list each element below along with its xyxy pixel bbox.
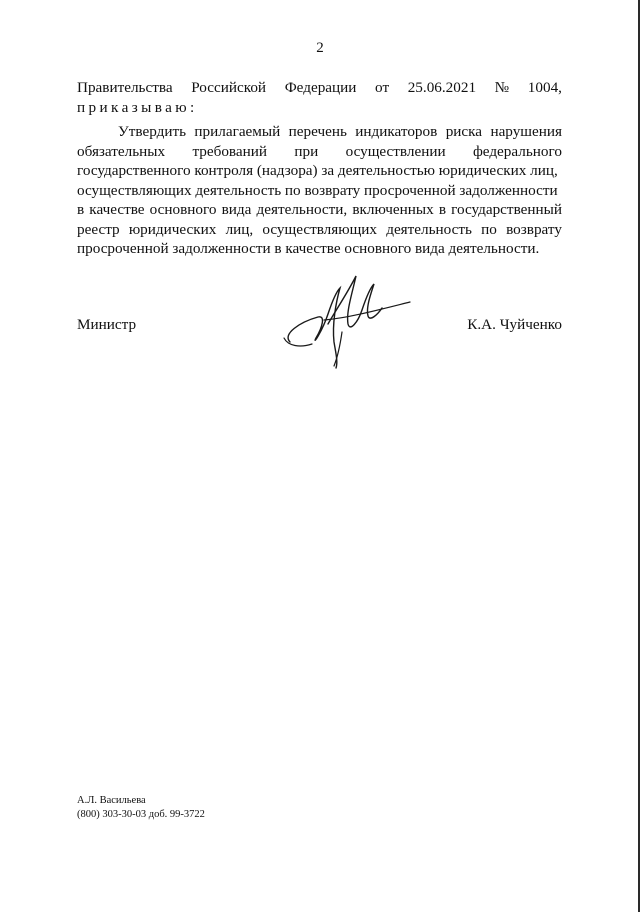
main-word: государственный xyxy=(451,201,562,218)
signer-name: К.А. Чуйченко xyxy=(467,316,562,333)
main-line-7: просроченной задолженности в качестве основного вида деятельности. xyxy=(77,240,540,257)
main-line-3: государственного контроля (надзора) за деятельностью юридических лиц, xyxy=(77,162,558,179)
main-word: по xyxy=(481,220,497,238)
main-word: включенных xyxy=(352,201,434,218)
signature-block xyxy=(77,316,562,340)
main-line-5 xyxy=(77,200,562,220)
position-title: Министр xyxy=(77,316,137,333)
main-word: риска xyxy=(445,123,483,140)
main-line-1 xyxy=(77,122,562,142)
main-word: качестве xyxy=(89,201,145,218)
main-word: юридических xyxy=(128,220,217,238)
intro-word: Федерации xyxy=(284,79,357,96)
intro-word: Российской xyxy=(191,79,267,96)
main-word: в xyxy=(77,201,85,218)
main-word: прилагаемый xyxy=(194,123,281,140)
main-word: возврату xyxy=(506,220,562,238)
main-word: Утвердить xyxy=(118,123,187,140)
main-word: реестр xyxy=(77,220,120,238)
main-word: федерального xyxy=(472,142,562,160)
intro-word: № xyxy=(494,79,510,96)
main-word: осуществляющих xyxy=(262,220,378,238)
intro-word: 25.06.2021 xyxy=(407,79,477,96)
intro-word: Правительства xyxy=(77,79,173,96)
executor-phone: (800) 303-30-03 доб. 99-3722 xyxy=(77,808,205,820)
main-word: требований xyxy=(192,142,268,160)
executor-footer xyxy=(77,794,205,821)
executor-name: А.Л. Васильева xyxy=(77,795,146,806)
paragraph-intro xyxy=(77,78,562,117)
main-line-4: осуществляющих деятельность по возврату просроченной задолженности xyxy=(77,181,558,199)
main-word: индикаторов xyxy=(355,123,438,140)
intro-line-1 xyxy=(77,78,562,98)
main-word: при xyxy=(294,142,319,160)
page-number: 2 xyxy=(316,40,324,56)
main-word: в xyxy=(438,201,446,218)
main-word: вида xyxy=(221,201,252,218)
main-word: лиц, xyxy=(225,220,254,238)
main-word: обязательных xyxy=(77,142,166,160)
paragraph-main xyxy=(77,122,562,259)
main-word: нарушения xyxy=(490,123,562,140)
main-word: перечень xyxy=(288,123,347,140)
main-word: деятельности, xyxy=(256,201,348,218)
main-line-2 xyxy=(77,142,562,162)
main-word: основного xyxy=(149,201,217,218)
intro-word: 1004, xyxy=(527,79,562,96)
main-word: осуществлении xyxy=(345,142,446,160)
intro-word: от xyxy=(375,79,390,96)
order-word: приказываю: xyxy=(77,98,198,116)
main-word: деятельность xyxy=(386,220,472,238)
main-line-6 xyxy=(77,220,562,240)
